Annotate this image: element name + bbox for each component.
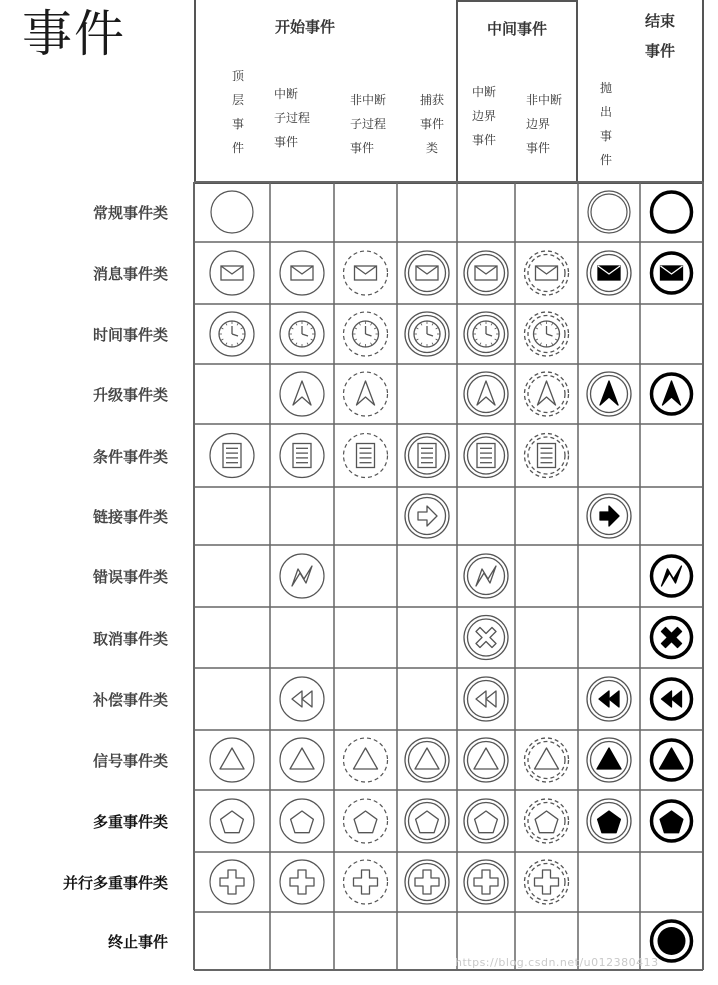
conditional-event-icon [280, 434, 324, 478]
row-label: 升级事件类 [92, 386, 168, 404]
signal-event-icon [587, 738, 631, 782]
error-event-icon [280, 554, 324, 598]
timer-event-icon [405, 312, 449, 356]
message-event-icon [280, 251, 324, 295]
row-label: 信号事件类 [92, 752, 168, 770]
row-label: 消息事件类 [92, 265, 168, 283]
escalation-event-icon [344, 372, 388, 416]
subheader-catching: 捕获 事件 类 [419, 93, 444, 155]
conditional-event-icon [210, 434, 254, 478]
timer-event-icon [210, 312, 254, 356]
compensation-event-icon [587, 677, 631, 721]
signal-event-icon [344, 738, 388, 782]
message-event-icon [587, 251, 631, 295]
link-event-icon [405, 494, 449, 538]
signal-event-icon [652, 740, 692, 780]
watermark: https://blog.csdn.net/u012380413 [455, 956, 659, 969]
parallel-event-icon [344, 860, 388, 904]
conditional-event-icon [344, 434, 388, 478]
row-label: 补偿事件类 [92, 691, 168, 709]
row-label: 条件事件类 [92, 447, 168, 466]
timer-event-icon [280, 312, 324, 356]
cancel-event-icon [652, 618, 692, 658]
message-event-icon [405, 251, 449, 295]
intermediate-events-title: 中间事件 [486, 20, 547, 38]
subheader-noninterrupting-boundary: 非中断 边界 事件 [526, 93, 563, 155]
signal-event-icon [405, 738, 449, 782]
compensation-event-icon [652, 679, 692, 719]
subheader-throwing: 抛 出 事 件 [599, 81, 612, 167]
message-event-icon [525, 251, 569, 295]
compensation-event-icon [464, 677, 508, 721]
none-event-icon [211, 191, 253, 233]
row-label: 链接事件类 [92, 508, 168, 526]
page-title: 事件 [22, 5, 126, 63]
multiple-event-icon [344, 799, 388, 843]
signal-event-icon [464, 738, 508, 782]
escalation-event-icon [587, 372, 631, 416]
row-label: 终止事件 [107, 933, 168, 951]
escalation-event-icon [525, 372, 569, 416]
row-label: 时间事件类 [92, 326, 168, 344]
timer-event-icon [464, 312, 508, 356]
subheader-top-level: 顶 层 事 件 [231, 69, 244, 155]
end-events-title-line2: 事件 [644, 42, 675, 60]
escalation-event-icon [652, 374, 692, 414]
message-event-icon [344, 251, 388, 295]
timer-event-icon [525, 312, 569, 356]
escalation-event-icon [280, 372, 324, 416]
multiple-event-icon [280, 799, 324, 843]
multiple-event-icon [652, 801, 692, 841]
multiple-event-icon [464, 799, 508, 843]
timer-event-icon [344, 312, 388, 356]
start-events-title: 开始事件 [274, 18, 335, 36]
message-event-icon [210, 251, 254, 295]
row-label: 取消事件类 [92, 629, 168, 648]
multiple-event-icon [525, 799, 569, 843]
conditional-event-icon [464, 434, 508, 478]
none-event-icon [652, 192, 692, 232]
parallel-event-icon [210, 860, 254, 904]
error-event-icon [652, 556, 692, 596]
signal-event-icon [280, 738, 324, 782]
error-event-icon [464, 554, 508, 598]
parallel-event-icon [464, 860, 508, 904]
row-label: 并行多重事件类 [62, 874, 168, 892]
message-event-icon [464, 251, 508, 295]
parallel-event-icon [405, 860, 449, 904]
subheader-interrupting-boundary: 中断 边界 事件 [472, 85, 497, 147]
row-label: 错误事件类 [92, 568, 168, 586]
none-event-icon [588, 191, 630, 233]
compensation-event-icon [280, 677, 324, 721]
terminate-event-icon [652, 921, 692, 961]
subheader-interrupting-subprocess: 中断 子过程 事件 [274, 87, 311, 149]
multiple-event-icon [587, 799, 631, 843]
conditional-event-icon [525, 434, 569, 478]
cancel-event-icon [464, 616, 508, 660]
row-label: 多重事件类 [92, 813, 168, 831]
signal-event-icon [210, 738, 254, 782]
multiple-event-icon [405, 799, 449, 843]
row-label: 常规事件类 [92, 204, 168, 222]
message-event-icon [652, 253, 692, 293]
signal-event-icon [525, 738, 569, 782]
parallel-event-icon [280, 860, 324, 904]
end-events-title-line1: 结束 [644, 12, 675, 30]
conditional-event-icon [405, 434, 449, 478]
parallel-event-icon [525, 860, 569, 904]
escalation-event-icon [464, 372, 508, 416]
link-event-icon [587, 494, 631, 538]
subheader-noninterrupting-subprocess: 非中断 子过程 事件 [350, 93, 387, 155]
multiple-event-icon [210, 799, 254, 843]
